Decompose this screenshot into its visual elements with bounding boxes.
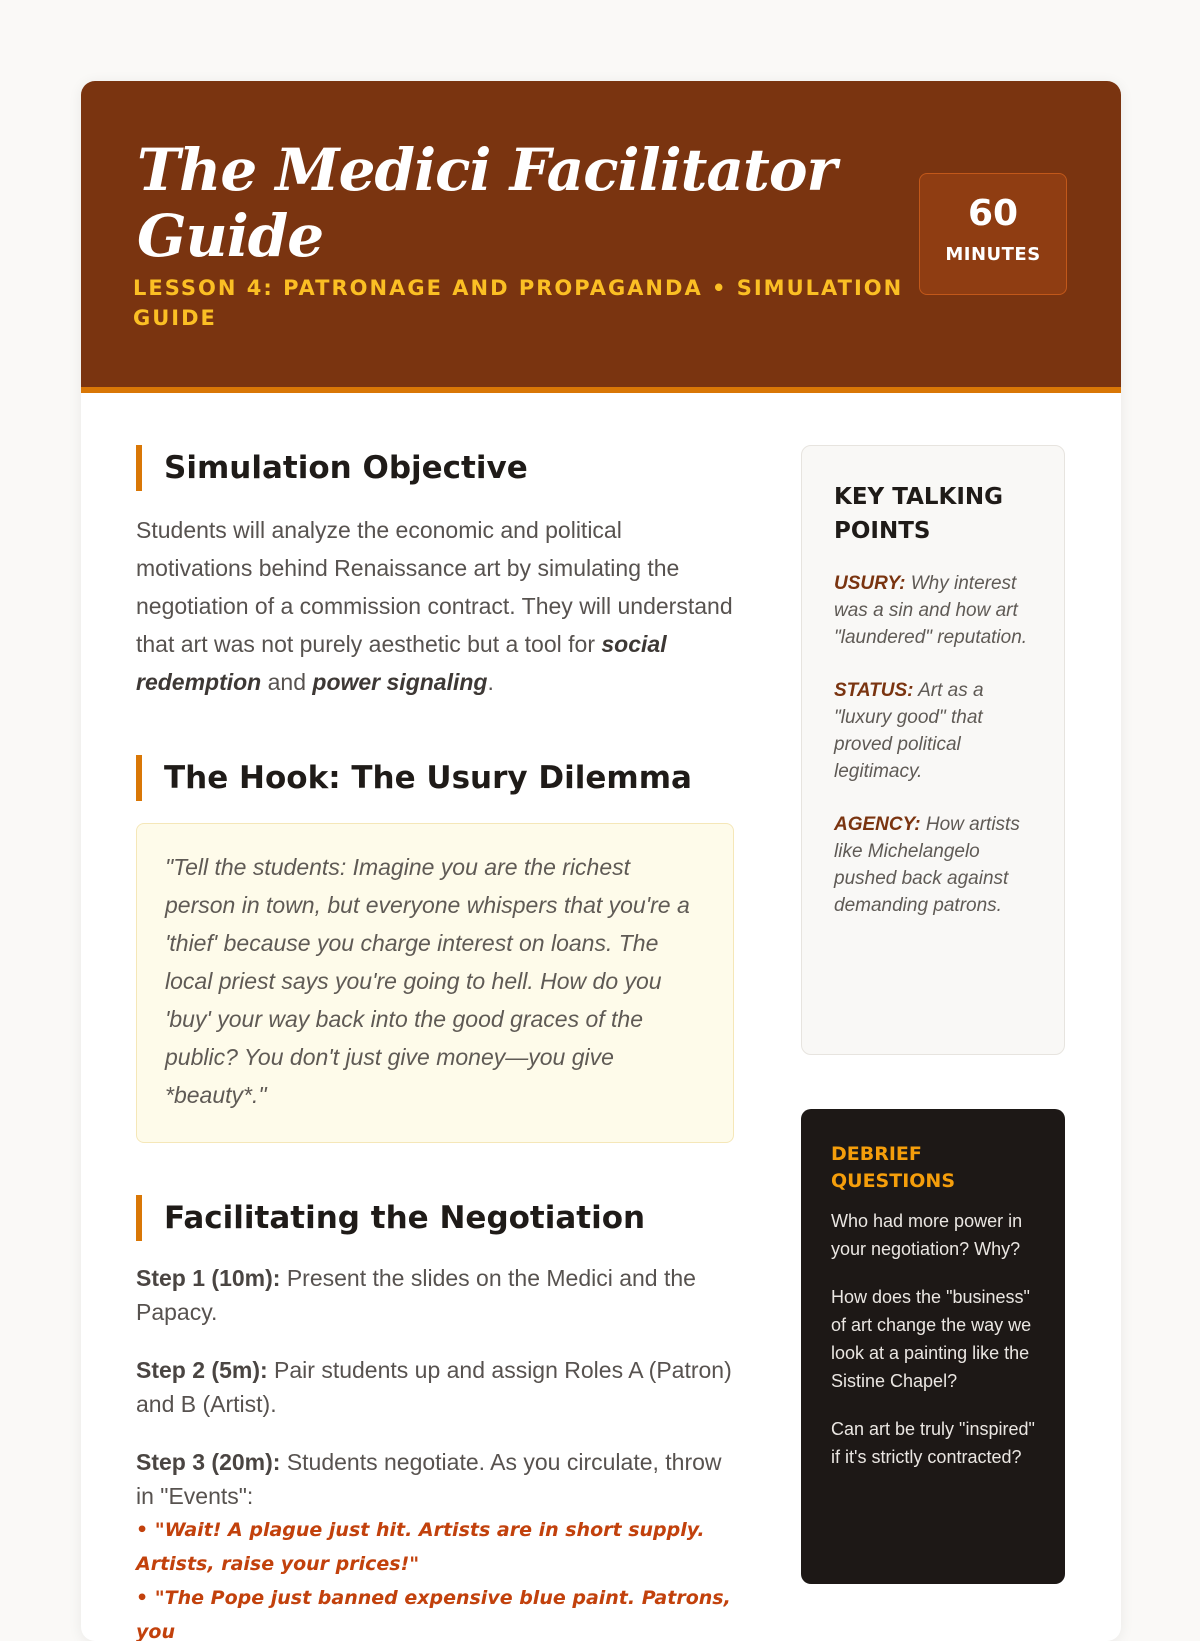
objective-text-part: and — [261, 669, 313, 695]
step-label: Step 3 (20m): — [136, 1449, 281, 1475]
objective-text-part: . — [487, 669, 494, 695]
talking-point-label: USURY: — [834, 573, 906, 594]
hook-quote: "Tell the students: Imagine you are the richest person in town, but everyone whispers that you're a 'thief' because you charge interest on loans. The local priest says you're going to hell. How do you 'buy' your way back into the good graces of the public? You don't just give money—you give *beauty*." — [165, 854, 690, 1108]
hook-heading: The Hook: The Usury Dilemma — [136, 755, 736, 801]
hook-quote-box — [136, 823, 734, 1143]
talking-point — [834, 570, 1032, 651]
duration-value: 60 — [967, 193, 1019, 234]
event-item: • "Wait! A plague just hit. Artists are in short supply. Artists, raise your prices!" — [136, 1519, 705, 1575]
talking-points-heading: KEY TALKING POINTS — [834, 484, 1004, 544]
step-item — [136, 1353, 736, 1421]
emphasis-power-signaling: power signaling — [312, 669, 488, 695]
debrief-panel — [801, 1109, 1065, 1584]
debrief-question: Can art be truly "inspired" if it's strictly contracted? — [831, 1419, 1035, 1467]
debrief-question: Who had more power in your negotiation? Why? — [831, 1211, 1023, 1259]
lesson-subtitle: LESSON 4: PATRONAGE AND PROPAGANDA • SIMULATION GUIDE — [133, 276, 904, 330]
main-content — [136, 445, 736, 1641]
event-item: • "The Pope just banned expensive blue paint. Patrons, you — [136, 1587, 731, 1641]
emphasis-social-redemption: social redemption — [136, 631, 667, 695]
talking-point — [834, 811, 1032, 919]
negotiation-heading: Facilitating the Negotiation — [136, 1195, 736, 1241]
step-text: Students negotiate. As you circulate, throw in "Events": — [136, 1449, 722, 1509]
talking-point-label: STATUS: — [834, 680, 914, 701]
talking-point-text: Why interest was a sin and how art "laundered" reputation. — [834, 573, 1028, 648]
step-item — [136, 1261, 736, 1329]
talking-point — [834, 677, 1032, 785]
debrief-question: How does the "business" of art change the way we look at a painting like the Sistine Chapel? — [831, 1287, 1032, 1391]
step-text: Present the slides on the Medici and the Papacy. — [136, 1265, 696, 1325]
objective-text — [136, 511, 736, 701]
duration-unit: MINUTES — [945, 244, 1041, 265]
talking-point-text: Art as a "luxury good" that proved political legitimacy. — [834, 680, 984, 782]
step-text: Pair students up and assign Roles A (Patron) and B (Artist). — [136, 1357, 732, 1417]
guide-card — [81, 81, 1121, 1641]
step-label: Step 2 (5m): — [136, 1357, 268, 1383]
debrief-heading: DEBRIEF QUESTIONS — [831, 1143, 956, 1192]
objective-heading: Simulation Objective — [136, 445, 736, 491]
header-banner — [81, 81, 1121, 393]
duration-badge — [919, 173, 1067, 295]
steps-list — [136, 1261, 736, 1641]
step-item — [136, 1445, 736, 1513]
talking-points-panel — [801, 445, 1065, 1055]
talking-point-text: How artists like Michelangelo pushed back against demanding patrons. — [834, 814, 1020, 916]
talking-point-label: AGENCY: — [834, 814, 921, 835]
page-title: The Medici Facilitator Guide — [137, 136, 837, 270]
objective-text-part: Students will analyze the economic and political motivations behind Renaissance art by simulating the negotiation of a commission contract. They will understand that art was not purely aesthetic but a tool for — [136, 517, 733, 657]
step-label: Step 1 (10m): — [136, 1265, 281, 1291]
